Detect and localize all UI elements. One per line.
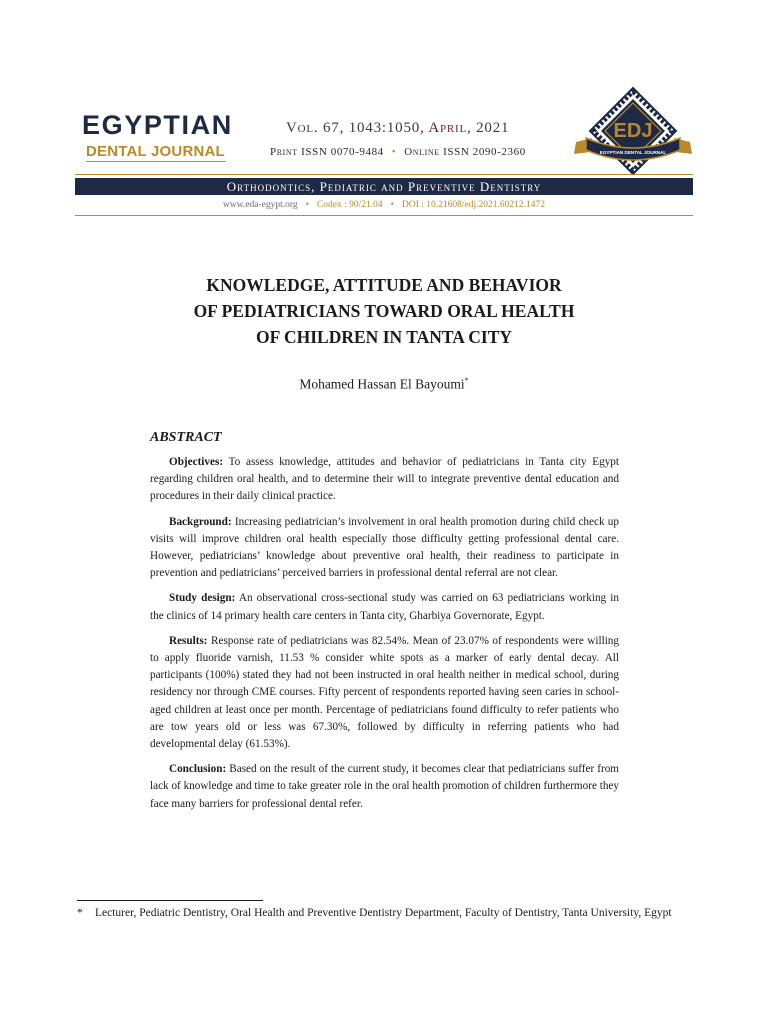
section-text: Based on the result of the current study, it becomes clear that pediatricians suffer from lack of knowledge and time to take greater role in the oral health promotion of children furthermore they face many barriers for professional dental refer. xyxy=(150,763,619,810)
section-label: Study design: xyxy=(169,592,236,605)
abstract-results xyxy=(150,633,619,753)
journal-subtitle: DENTAL JOURNAL xyxy=(86,143,225,160)
journal-subtitle-underline xyxy=(86,161,226,162)
title-line: OF PEDIATRICIANS TOWARD ORAL HEALTH xyxy=(193,301,575,321)
info-underline xyxy=(75,215,693,216)
volume-line xyxy=(286,121,509,136)
info-line xyxy=(75,201,693,211)
footnote-text: Lecturer, Pediatric Dentistry, Oral Health and Preventive Dentistry Department, Faculty of Dentistry, Tanta University, Egypt xyxy=(95,907,672,919)
footnote xyxy=(77,906,693,922)
abstract-body xyxy=(150,454,619,821)
doi-link[interactable]: DOI : 10.21608/edj.2021.60212.1472 xyxy=(402,200,546,210)
section-label: Results: xyxy=(169,634,208,647)
footnote-mark: * xyxy=(77,907,83,919)
abstract-conclusion xyxy=(150,761,619,813)
title-line: OF CHILDREN IN TANTA CITY xyxy=(255,327,513,347)
journal-name: EGYPTIAN xyxy=(82,110,233,140)
abstract-heading: ABSTRACT xyxy=(150,430,222,445)
footnote-rule xyxy=(77,900,263,901)
print-issn: Print ISSN 0070-9484 xyxy=(270,146,384,158)
author-footnote-mark: * xyxy=(464,376,469,385)
website-link[interactable]: www.eda-egypt.org xyxy=(222,200,298,210)
specialty-bar xyxy=(75,178,693,195)
logo-text: EDJ xyxy=(613,120,653,142)
section-label: Conclusion: xyxy=(169,763,227,776)
separator-dot: • xyxy=(305,200,309,210)
edj-diamond-logo xyxy=(572,86,694,178)
title-line: KNOWLEDGE, ATTITUDE AND BEHAVIOR xyxy=(206,275,562,295)
abstract-objectives xyxy=(150,454,619,506)
article-title xyxy=(120,272,648,350)
separator-dot: • xyxy=(390,200,394,210)
section-label: Objectives: xyxy=(169,456,224,468)
section-text: Increasing pediatrician’s involvement in oral health promotion during child check up visits will improve children oral health especially those difficulty getting professional dental care. However, pediatricians’ knowledge about preventive oral health, their readiness to participate in prevention and pediatricians’ perceived barriers in professional dental referral are not clear. xyxy=(150,515,619,580)
year-text: , 2021 xyxy=(467,120,510,136)
section-text: Response rate of pediatricians was 82.54%. Mean of 23.07% of respondents were willing to apply fluoride varnish, 11.53 % consider white spots as a marker of early dental decay. All participants (100%) stated they had not been instructed in oral health neither in medical school, during residency nor through CME courses. Fifty percent of respondents reported having seen caries in school-aged children at least once per month. Percentage of pediatricians found difficulty to refer patients who are tow years old or less was 67.30%, followed by difficulty in referring patients who had developmental delay (61.53%). xyxy=(150,634,619,751)
section-label: Background: xyxy=(169,515,232,528)
abstract-background xyxy=(150,514,619,583)
section-text: To assess knowledge, attitudes and behavior of pediatricians in Tanta city Egypt regarding children oral health, and to determine their will to integrate preventive dental education and procedures in their daily clinical practice. xyxy=(150,456,619,503)
codex-text: Codex : 90/21.04 xyxy=(316,200,383,210)
online-issn: Online ISSN 2090-2360 xyxy=(404,146,526,158)
issn-line xyxy=(270,147,526,158)
specialty-text: Orthodontics, Pediatric and Preventive Dentistry xyxy=(226,179,542,194)
section-text: An observational cross-sectional study was carried on 63 pediatricians working in the clinics of 14 primary health care centers in Tanta city, Gharbiya Governorate, Egypt. xyxy=(150,592,619,622)
abstract-study-design xyxy=(150,590,619,624)
author-name: Mohamed Hassan El Bayoumi xyxy=(299,376,465,392)
separator-dot: • xyxy=(391,146,397,158)
month-text: April xyxy=(428,120,468,136)
logo-ribbon-text: EGYPTIAN DENTAL JOURNAL xyxy=(599,150,667,155)
volume-text: Vol. 67, 1043:1050, xyxy=(286,120,429,136)
author-line xyxy=(120,377,648,391)
specialty-bar-top-line xyxy=(75,174,693,175)
